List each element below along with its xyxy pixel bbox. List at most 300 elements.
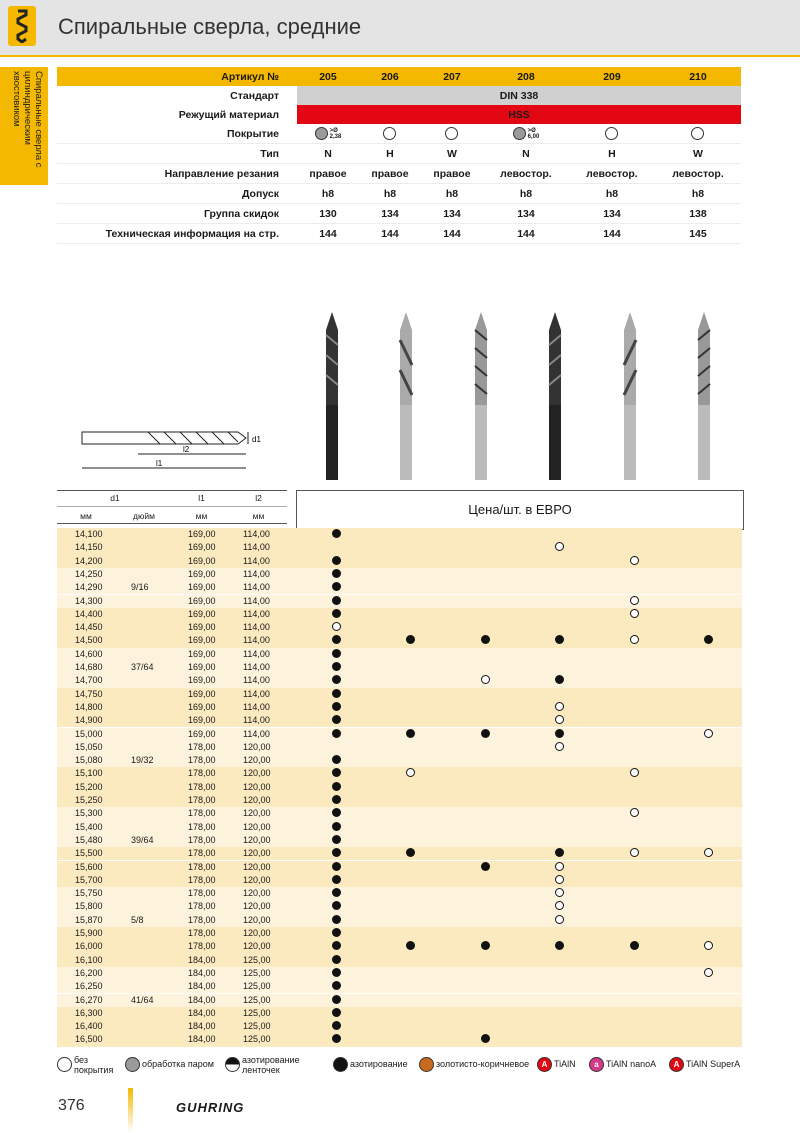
spec-row [57,164,741,184]
cell-l1: 169,00 [188,595,216,606]
cell-inch: 37/64 [131,662,154,672]
cell-d: 15,050 [75,741,103,752]
spec-label: Покрытие [57,124,297,144]
red-a-circle-icon: A [669,1057,684,1072]
available-open-dot-icon [704,729,713,738]
spec-label: Техническая информация на стр. [57,224,297,244]
spec-value: 144 [569,224,655,244]
cell-l2: 120,00 [243,901,271,912]
table-row [57,874,742,888]
available-open-dot-icon [630,609,639,618]
col-l2: l2 [255,493,262,503]
cell-l2: 120,00 [243,941,271,952]
cell-l2: 120,00 [243,768,271,779]
cell-l2: 120,00 [243,914,271,925]
table-row [57,1020,742,1033]
available-open-dot-icon [630,635,639,644]
table-row [57,1033,742,1047]
cell-l2: 114,00 [243,529,270,539]
spec-value: h8 [569,184,655,204]
available-open-dot-icon [555,702,564,711]
available-filled-dot-icon [332,941,341,950]
table-row [57,847,742,860]
cell-d: 15,250 [75,795,103,805]
available-open-dot-icon [555,915,564,924]
label-d1: d1 [252,435,261,444]
available-filled-dot-icon [332,689,341,698]
cell-d: 15,800 [75,901,103,912]
available-filled-dot-icon [332,675,341,684]
table-row [57,555,742,569]
cell-d: 16,200 [75,967,103,978]
cell-l1: 169,00 [188,608,216,619]
cell-d: 14,100 [75,529,103,539]
cell-l2: 114,00 [243,675,270,686]
table-row [57,781,742,794]
available-filled-dot-icon [555,941,564,950]
cell-l2: 120,00 [243,848,271,859]
drill-image-210 [698,312,710,480]
available-filled-dot-icon [332,768,341,777]
cell-l1: 178,00 [188,821,216,832]
available-filled-dot-icon [332,862,341,871]
label-l1: l1 [156,459,163,468]
coating-cell [569,124,655,144]
cell-l1: 169,00 [188,555,216,566]
cell-l2: 120,00 [243,821,271,832]
cell-l1: 169,00 [188,728,216,739]
available-filled-dot-icon [481,941,490,950]
section-tab-label: Спиральные сверла с цилиндрическим хвостовиком [11,71,44,168]
available-filled-dot-icon [332,715,341,724]
cell-d: 15,100 [75,768,103,779]
available-filled-dot-icon [406,635,415,644]
spec-value: H [359,144,421,164]
available-filled-dot-icon [332,835,341,844]
cell-d: 14,750 [75,688,103,699]
legend-label: без покрытия [74,1055,114,1075]
available-filled-dot-icon [332,596,341,605]
spec-label: Стандарт [230,89,279,102]
available-filled-dot-icon [332,1008,341,1017]
drill-logo-icon [8,6,36,46]
spec-value: h8 [359,184,421,204]
table-row [57,595,742,609]
spec-row-coating [57,124,741,144]
available-open-dot-icon [704,941,713,950]
uncoated-circle-icon [445,127,458,140]
legend-label: обработка паром [142,1059,214,1069]
cell-d: 14,450 [75,622,103,633]
spec-label: Артикул № [57,67,297,86]
cell-l2: 120,00 [243,741,271,752]
cell-l1: 178,00 [188,941,216,952]
page-number: 376 [58,1097,85,1114]
cell-d: 15,400 [75,821,103,832]
cell-l1: 178,00 [188,928,216,938]
cell-d: 15,870 [75,914,103,925]
cell-d: 16,500 [75,1034,103,1045]
cell-l2: 120,00 [243,755,271,766]
table-row [57,608,742,621]
table-row [57,954,742,968]
available-filled-dot-icon [481,1034,490,1043]
uncoated-circle-icon [691,127,704,140]
footer-accent-bar [128,1088,133,1132]
cell-l2: 120,00 [243,888,271,899]
available-filled-dot-icon [406,941,415,950]
cell-inch: 9/16 [131,582,149,593]
coating-cell [655,124,741,144]
legend-label: золотисто-коричневое [436,1059,530,1069]
available-filled-dot-icon [332,662,341,671]
coating-cell [483,124,569,144]
available-filled-dot-icon [332,782,341,791]
cell-d: 15,300 [75,808,103,819]
spec-value: правое [359,164,421,184]
table-row [57,621,742,634]
spec-row-material [57,105,741,124]
drill-image-205 [326,312,338,480]
coating-cell [297,124,359,144]
cell-l1: 178,00 [188,861,216,872]
available-filled-dot-icon [630,941,639,950]
available-open-dot-icon [555,862,564,871]
section-tab [0,67,48,185]
cell-l1: 169,00 [188,542,216,553]
col-unit-mm: мм [252,511,265,521]
col-d1: d1 [110,493,120,503]
available-filled-dot-icon [555,635,564,644]
table-row [57,568,742,581]
available-filled-dot-icon [332,968,341,977]
spec-value: 134 [483,204,569,224]
cell-l2: 125,00 [243,954,271,965]
cell-l1: 184,00 [188,1034,216,1045]
cell-d: 14,600 [75,648,103,659]
cell-l1: 178,00 [188,795,216,805]
spec-value: 145 [655,224,741,244]
table-row [57,634,742,648]
cell-l1: 178,00 [188,901,216,912]
legend-label: TiAlN nanoA [606,1059,657,1069]
drill-image-207 [475,312,487,480]
cell-d: 15,500 [75,848,103,859]
spec-value: h8 [655,184,741,204]
half-circle-icon [225,1057,240,1072]
table-row [57,541,742,554]
cell-l1: 178,00 [188,834,216,845]
table-row [57,714,742,728]
available-open-dot-icon [630,556,639,565]
cell-d: 14,800 [75,701,103,712]
available-open-dot-icon [704,968,713,977]
spec-label: Группа скидок [57,204,297,224]
cell-d: 14,200 [75,555,103,566]
cell-d: 14,150 [75,542,103,553]
cell-l2: 114,00 [243,555,270,566]
available-open-dot-icon [481,675,490,684]
col-unit-mm: мм [195,511,208,521]
spec-row-article [57,67,741,86]
available-open-dot-icon [555,742,564,751]
spec-value: N [297,144,359,164]
cell-l1: 169,00 [188,568,216,579]
cell-l1: 169,00 [188,715,216,726]
table-row [57,741,742,754]
cell-l1: 169,00 [188,675,216,686]
spec-label: Режущий материал [178,108,279,121]
table-row [57,967,742,980]
spec-value: правое [421,164,483,184]
table-row [57,887,742,900]
spec-value: H [569,144,655,164]
table-row [57,767,742,780]
spec-value: h8 [297,184,359,204]
coating-note: >Ø 2,38 [329,127,342,140]
table-row [57,701,742,714]
cell-l2: 120,00 [243,928,271,938]
cell-l2: 120,00 [243,874,271,885]
uncoated-circle-icon [383,127,396,140]
cell-inch: 41/64 [131,994,154,1005]
available-filled-dot-icon [332,729,341,738]
cell-d: 15,700 [75,874,103,885]
available-filled-dot-icon [332,875,341,884]
steam-treated-circle-icon [513,127,526,140]
spec-value: левостор. [655,164,741,184]
cell-l1: 178,00 [188,741,216,752]
spec-row [57,144,741,164]
cell-l2: 120,00 [243,808,271,819]
cell-l2: 114,00 [243,728,270,739]
spec-value: 144 [359,224,421,244]
available-filled-dot-icon [406,848,415,857]
available-filled-dot-icon [481,635,490,644]
available-filled-dot-icon [332,609,341,618]
available-filled-dot-icon [555,848,564,857]
cell-l1: 169,00 [188,662,216,672]
available-filled-dot-icon [332,702,341,711]
cell-l2: 120,00 [243,861,271,872]
article-number: 210 [655,67,741,86]
available-open-dot-icon [555,888,564,897]
table-row [57,754,742,768]
table-row [57,980,742,993]
cell-d: 15,080 [75,755,103,766]
spec-row-standard [57,86,741,105]
available-filled-dot-icon [555,675,564,684]
cell-l2: 114,00 [243,688,270,699]
available-filled-dot-icon [481,862,490,871]
cell-l1: 178,00 [188,768,216,779]
available-filled-dot-icon [332,649,341,658]
cell-l1: 178,00 [188,808,216,819]
table-row [57,861,742,874]
available-open-dot-icon [704,848,713,857]
available-filled-dot-icon [332,569,341,578]
cell-l2: 114,00 [243,701,270,712]
cell-l1: 169,00 [188,622,216,633]
cell-l1: 178,00 [188,888,216,899]
cell-l2: 114,00 [243,715,270,726]
available-filled-dot-icon [332,995,341,1004]
available-filled-dot-icon [332,981,341,990]
table-row [57,581,742,594]
cell-l2: 114,00 [243,608,270,619]
spec-value: 134 [359,204,421,224]
page-title: Спиральные сверла, средние [58,14,362,39]
table-row [57,648,742,661]
price-label: Цена/шт. в ЕВРО [468,502,572,517]
table-row [57,821,742,834]
header-row-2 [57,507,287,524]
available-open-dot-icon [630,596,639,605]
cell-d: 14,300 [75,595,103,606]
coating-cell [359,124,421,144]
available-filled-dot-icon [332,529,341,538]
available-filled-dot-icon [332,755,341,764]
available-open-dot-icon [630,768,639,777]
cell-l2: 125,00 [243,981,271,992]
cell-d: 15,900 [75,928,103,938]
cell-d: 14,290 [75,582,103,593]
table-row [57,994,742,1008]
available-filled-dot-icon [332,901,341,910]
available-filled-dot-icon [406,729,415,738]
red-a-circle-icon: A [537,1057,552,1072]
spec-row [57,204,741,224]
cell-l1: 169,00 [188,701,216,712]
table-row [57,528,742,541]
material-value: HSS [297,105,741,124]
table-row [57,674,742,688]
cell-l2: 120,00 [243,781,271,792]
spec-value: 138 [655,204,741,224]
drill-image-209 [624,312,636,480]
drill-image-206 [400,312,412,480]
available-open-dot-icon [555,901,564,910]
cell-l1: 178,00 [188,874,216,885]
uncoated-circle-icon [605,127,618,140]
spec-value: правое [297,164,359,184]
cell-l2: 114,00 [243,662,270,672]
spec-value: 134 [421,204,483,224]
cell-l1: 169,00 [188,648,216,659]
spec-value: h8 [483,184,569,204]
coating-legend [57,1055,757,1077]
spec-row [57,184,741,204]
cell-d: 15,000 [75,728,103,739]
cell-l1: 184,00 [188,1007,216,1018]
spec-value: 134 [569,204,655,224]
table-row [57,900,742,913]
spec-value: 130 [297,204,359,224]
cell-l1: 178,00 [188,781,216,792]
cell-l1: 178,00 [188,755,216,766]
available-filled-dot-icon [332,888,341,897]
cell-d: 16,270 [75,994,103,1005]
spec-label: Направление резания [57,164,297,184]
table-row [57,794,742,808]
cell-l2: 114,00 [243,595,270,606]
price-header [296,490,744,530]
cell-d: 14,500 [75,635,103,646]
available-filled-dot-icon [332,848,341,857]
cell-inch: 5/8 [131,914,144,925]
grey-circle-icon [125,1057,140,1072]
col-unit-inch: дюйм [133,511,155,521]
cell-l2: 114,00 [243,542,270,553]
cell-l1: 184,00 [188,954,216,965]
black-circle-icon [333,1057,348,1072]
drill-images [300,310,740,490]
spec-label: Тип [57,144,297,164]
spec-value: 144 [483,224,569,244]
cell-l1: 178,00 [188,848,216,859]
table-row [57,728,742,741]
available-filled-dot-icon [481,729,490,738]
cell-l2: 114,00 [243,648,270,659]
table-row [57,940,742,953]
available-filled-dot-icon [332,822,341,831]
spec-value: левостор. [569,164,655,184]
table-row [57,834,742,848]
spec-value: N [483,144,569,164]
cell-l1: 169,00 [188,529,216,539]
table-row [57,661,742,674]
legend-label: азотирование [350,1059,408,1069]
col-unit-mm: мм [80,511,92,521]
spec-table [57,67,741,244]
available-open-dot-icon [555,715,564,724]
cell-l1: 178,00 [188,914,216,925]
available-open-dot-icon [630,808,639,817]
header-row-1 [57,490,287,507]
cell-d: 14,680 [75,662,103,672]
spec-value: h8 [421,184,483,204]
cell-l2: 125,00 [243,994,271,1005]
cell-inch: 19/32 [131,755,154,766]
standard-value: DIN 338 [297,86,741,105]
available-filled-dot-icon [332,795,341,804]
spec-value: 144 [297,224,359,244]
cell-l2: 125,00 [243,967,271,978]
available-filled-dot-icon [332,1034,341,1043]
table-row [57,1007,742,1020]
available-filled-dot-icon [332,928,341,937]
table-row [57,914,742,928]
table-row [57,688,742,701]
spec-value: W [421,144,483,164]
available-filled-dot-icon [332,582,341,591]
empty-circle-icon [57,1057,72,1072]
cell-d: 16,300 [75,1007,103,1018]
spec-value: 144 [421,224,483,244]
cell-l2: 125,00 [243,1021,271,1032]
cell-l1: 169,00 [188,582,216,593]
label-l2: l2 [183,445,190,454]
cell-l1: 184,00 [188,994,216,1005]
legend-label: TiAlN [554,1059,576,1069]
cell-d: 14,400 [75,608,103,619]
cell-l1: 169,00 [188,688,216,699]
coating-cell [421,124,483,144]
cell-d: 14,250 [75,568,103,579]
available-filled-dot-icon [332,556,341,565]
legend-label: азотирование ленточек [242,1055,300,1075]
cell-d: 15,200 [75,781,103,792]
